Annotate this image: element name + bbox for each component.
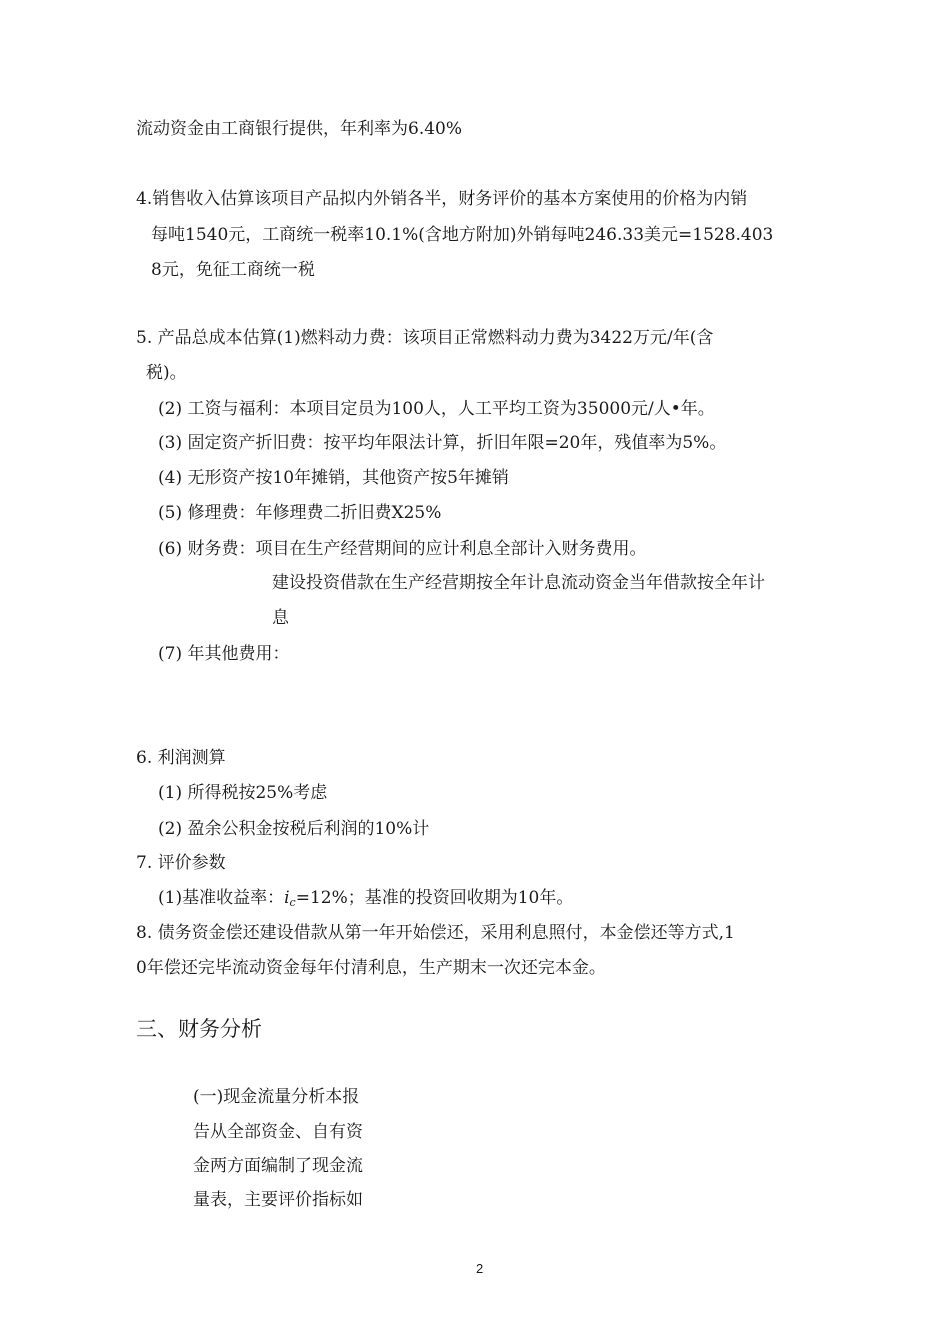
text-line-benchmark-rate [158,887,573,914]
page-number: 2 [476,1261,484,1276]
text-line-income-tax: (1) 所得税按25%考虑 [158,783,328,803]
text-line-depreciation: (3) 固定资产折旧费：按平均年限法计算，折旧年限=20年，残值率为5%。 [158,433,727,453]
text-line-repayment-period: 0年偿还完毕流动资金每年付清利息，生产期末一次还完本金。 [136,958,606,978]
text-line-surplus-reserve: (2) 盈余公积金按税后利润的10%计 [158,819,430,839]
text-line-evaluation-params: 7. 评价参数 [136,853,226,873]
text-line-cashflow-4: 量表，主要评价指标如 [193,1190,363,1210]
text-line-tax-included: 税)。 [146,363,187,383]
benchmark-suffix: =12%；基准的投资回收期为10年。 [295,888,574,908]
text-line-sales-estimate: 4.销售收入估算该项目产品拟内外销各半，财务评价的基本方案使用的价格为内销 [136,189,748,209]
text-line-loan-interest: 建设投资借款在生产经营期按全年计息流动资金当年借款按全年计 [272,573,765,593]
text-line-debt-repayment: 8. 债务资金偿还建设借款从第一年开始偿还，采用利息照付，本金偿还等方式,1 [136,923,735,943]
text-line-repair: (5) 修理费：年修理费二折旧费X25% [158,503,442,523]
text-line-cashflow-1: (一)现金流量分析本报 [193,1087,360,1107]
text-line-working-capital: 流动资金由工商银行提供，年利率为6.40% [136,119,463,139]
text-line-cashflow-3: 金两方面编制了现金流 [193,1156,363,1176]
text-line-interest-end: 息 [272,608,289,628]
benchmark-prefix: (1)基准收益率： [158,888,285,908]
text-line-other-costs: (7) 年其他费用： [158,644,290,664]
text-line-cashflow-2: 告从全部资金、自有资 [193,1122,363,1142]
benchmark-symbol: i [284,888,290,908]
text-line-sales-price: 每吨1540元，工商统一税率10.1%(含地方附加)外销每吨246.33美元=1528.403 [151,225,774,245]
text-line-finance-cost: (6) 财务费：项目在生产经营期间的应计利息全部计入财务费用。 [158,539,647,559]
text-line-wages: (2) 工资与福利：本项目定员为100人，人工平均工资为35000元/人•年。 [158,399,715,419]
text-line-amortization: (4) 无形资产按10年摊销，其他资产按5年摊销 [158,468,509,488]
text-line-total-cost: 5. 产品总成本估算(1)燃料动力费：该项目正常燃料动力费为3422万元/年(含 [136,328,714,348]
section-heading-financial-analysis: 三、财务分析 [136,1017,262,1041]
text-line-sales-tax: 8元，免征工商统一税 [151,260,315,280]
benchmark-subscript: c [289,896,296,909]
text-line-profit: 6. 利润测算 [136,748,226,768]
